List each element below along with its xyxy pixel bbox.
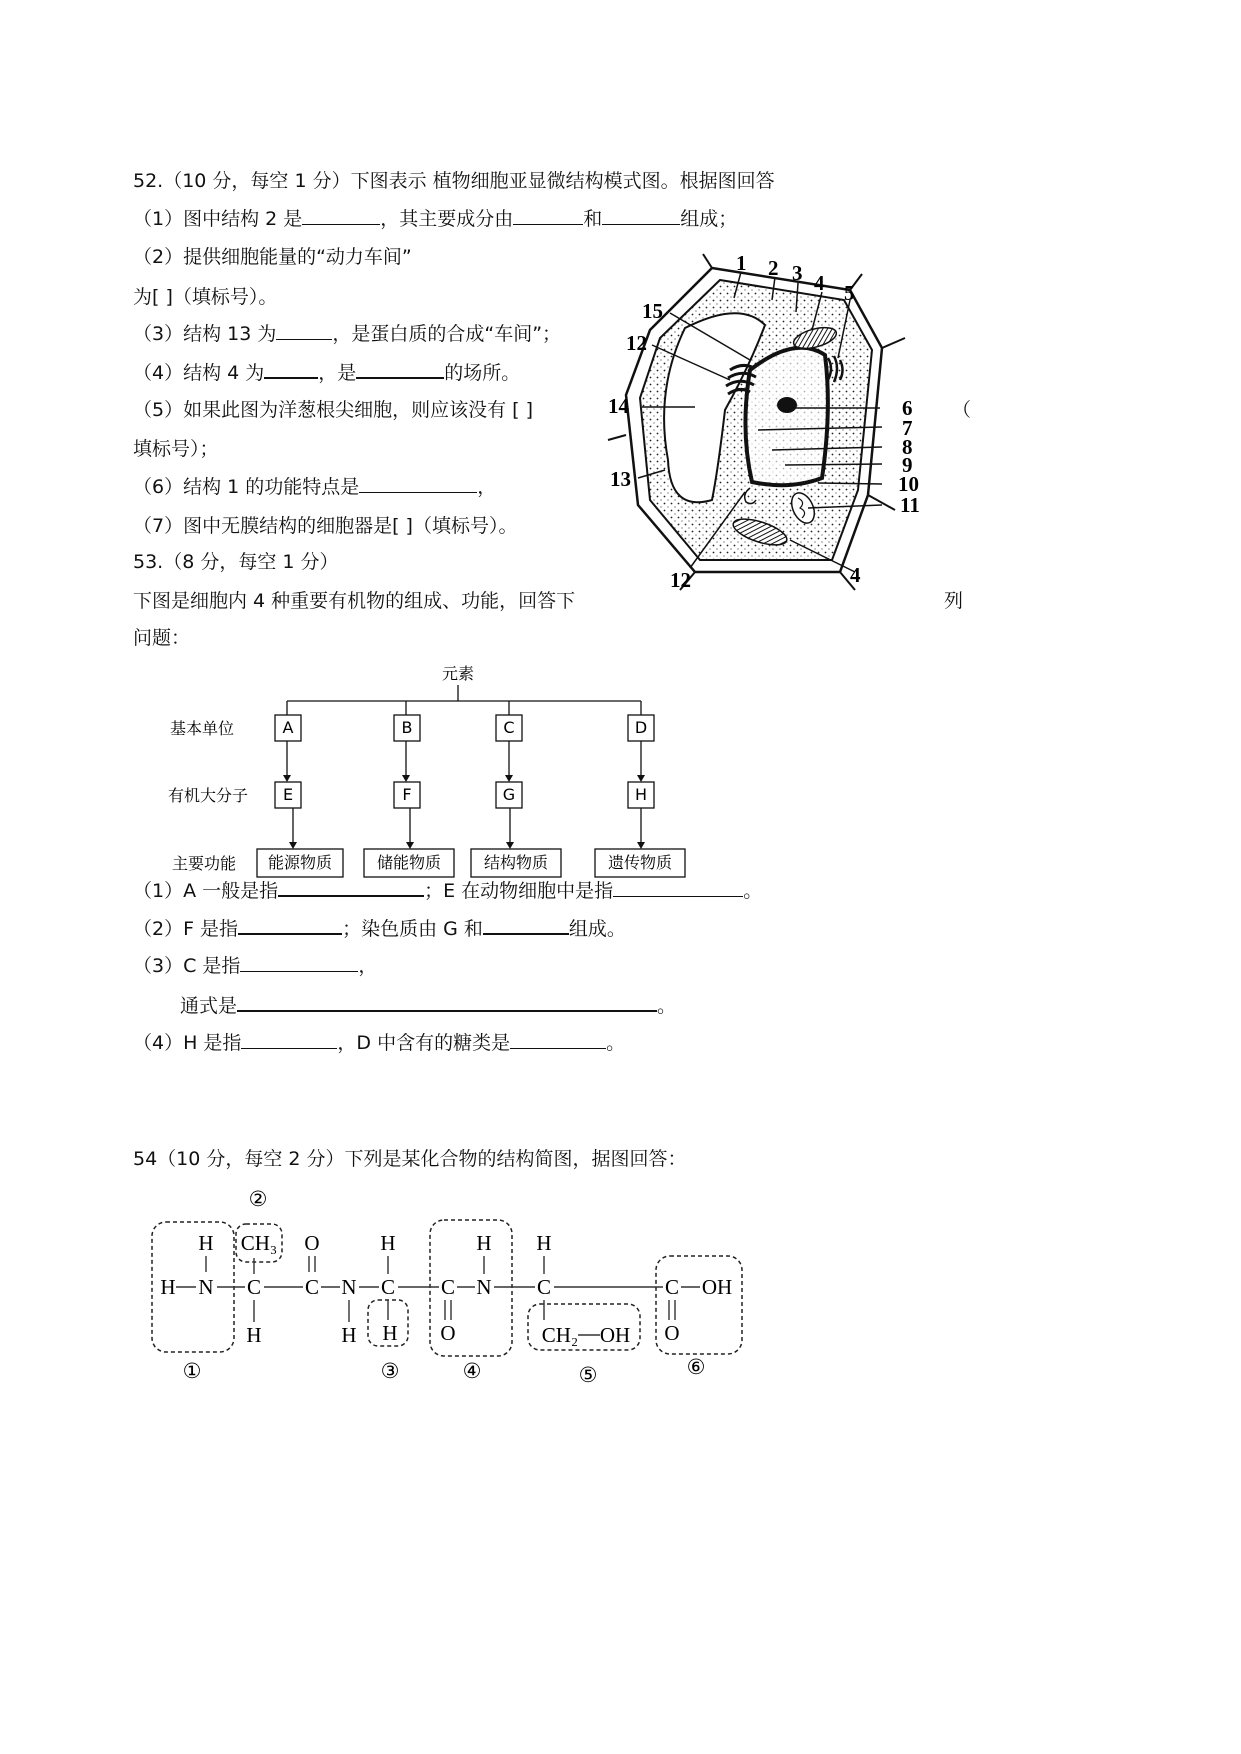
cell-label: 15 (642, 299, 663, 323)
cell-label: 12 (670, 568, 691, 592)
circled-number: ① (182, 1359, 202, 1383)
answer-blank[interactable] (613, 878, 743, 897)
unit-box-label: B (401, 718, 413, 737)
atom-label: OH (701, 1275, 733, 1299)
q53-item-2: （2）F 是指 ；染色质由 G 和 组成。 (133, 915, 626, 942)
answer-blank[interactable] (513, 206, 583, 225)
unit-box-label: D (634, 718, 648, 737)
q52-item-2: （2）提供细胞能量的“动力车间” (133, 246, 412, 268)
answer-blank[interactable] (238, 915, 342, 935)
answer-blank[interactable] (302, 206, 380, 225)
unit-box-label: A (282, 718, 294, 737)
atom-label: N (198, 1275, 214, 1299)
atom-label: OH (599, 1323, 631, 1347)
circled-number: ③ (380, 1359, 400, 1383)
unit-box-label: C (503, 718, 515, 737)
q52-item-5-paren: （ (952, 399, 972, 421)
row-label: 基本单位 (170, 719, 235, 738)
atom-label: C (664, 1275, 680, 1299)
function-box-label: 遗传物质 (607, 853, 673, 872)
cell-label: 6 (902, 396, 913, 420)
row-label: 主要功能 (172, 854, 237, 873)
row-label: 有机大分子 (168, 786, 249, 805)
q53-item-4: （4）H 是指 ，D 中含有的糖类是 。 (133, 1032, 626, 1054)
q53-intro-end: 列 (944, 590, 964, 612)
methyl-group: CH₃ (240, 1231, 278, 1255)
q52-item-5-cont: 填标号）； (133, 438, 219, 460)
atom-label: C (380, 1275, 396, 1299)
atom-label: H (380, 1231, 396, 1255)
atom-label: C (246, 1275, 262, 1299)
q52-item-6: （6）结构 1 的功能特点是 ， (133, 476, 497, 498)
cell-label: 12 (626, 331, 647, 355)
q52-item-7: （7）图中无膜结构的细胞器是[ ]（填标号）。 (133, 515, 518, 537)
atom-label: H (382, 1321, 398, 1345)
circled-number: ④ (462, 1359, 482, 1383)
circled-number: ⑤ (578, 1363, 598, 1387)
circled-number: ⑥ (686, 1355, 706, 1379)
root-label: 元素 (441, 664, 475, 683)
cell-label: 14 (608, 394, 629, 418)
atom-label: H (198, 1231, 214, 1255)
cell-label: 10 (898, 472, 919, 496)
hydroxymethyl-group: CH₂ (541, 1323, 579, 1347)
q54-title: 54（10 分，每空 2 分）下列是某化合物的结构简图，据图回答： (133, 1148, 687, 1170)
answer-blank[interactable] (510, 1030, 606, 1049)
circled-number: ② (248, 1187, 268, 1211)
q53-item-1: （1）A 一般是指 ；E 在动物细胞中是指 。 (133, 877, 762, 904)
cell-label: 3 (792, 261, 803, 285)
cell-label: 13 (610, 467, 631, 491)
peptide-structure-diagram (140, 1180, 760, 1390)
atom-label: H (341, 1323, 357, 1347)
macro-box-label: E (282, 785, 294, 804)
answer-blank[interactable] (483, 915, 569, 935)
atom-label: H (536, 1231, 552, 1255)
atom-label: H (476, 1231, 492, 1255)
answer-blank[interactable] (356, 359, 444, 379)
macro-box-label: G (502, 785, 516, 804)
atom-label: C (304, 1275, 320, 1299)
cell-label: 2 (768, 256, 779, 280)
macro-box-label: H (634, 785, 648, 804)
atom-label: O (440, 1321, 456, 1345)
q52-item-5: （5）如果此图为洋葱根尖细胞，则应该没有 [ ] (133, 399, 533, 421)
answer-blank[interactable] (602, 206, 680, 225)
answer-blank[interactable] (240, 953, 358, 972)
q52-item-4: （4）结构 4 为 ，是 的场所。 (133, 359, 520, 386)
cell-label: 7 (902, 416, 913, 440)
atom-label: H (246, 1323, 262, 1347)
q53-item-3: （3）C 是指 ， (133, 955, 378, 977)
macro-box-label: F (402, 785, 412, 804)
function-box-label: 结构物质 (483, 853, 549, 872)
cell-label: 11 (900, 493, 920, 517)
cell-label: 8 (902, 435, 913, 459)
organic-matter-flow-diagram (160, 655, 720, 885)
cell-label: 4 (814, 271, 825, 295)
answer-blank[interactable] (264, 359, 318, 379)
answer-blank[interactable] (276, 321, 332, 340)
cell-label: 5 (844, 281, 855, 305)
cell-label: 9 (902, 453, 913, 477)
atom-label: N (341, 1275, 357, 1299)
plant-cell-diagram (600, 250, 940, 600)
q52-item-1: （1）图中结构 2 是 ，其主要成分由 和 组成； (133, 208, 738, 230)
atom-label: N (476, 1275, 492, 1299)
atom-label: C (536, 1275, 552, 1299)
atom-label: C (440, 1275, 456, 1299)
atom-label: O (664, 1321, 680, 1345)
atom-label: H (160, 1275, 176, 1299)
answer-blank[interactable] (241, 1030, 337, 1049)
answer-blank[interactable] (237, 992, 657, 1012)
q53-intro: 下图是细胞内 4 种重要有机物的组成、功能，回答下 (133, 590, 576, 612)
function-box-label: 能源物质 (267, 853, 333, 872)
q53-title: 53.（8 分，每空 1 分） (133, 551, 339, 573)
q52-title: 52.（10 分，每空 1 分）下图表示 植物细胞亚显微结构模式图。根据图回答 (133, 170, 775, 192)
cell-label: 1 (736, 251, 747, 275)
answer-blank[interactable] (359, 474, 477, 493)
atom-label: O (304, 1231, 320, 1255)
q52-item-2-cont: 为[ ]（填标号）。 (133, 286, 278, 308)
function-box-label: 储能物质 (376, 853, 442, 872)
answer-blank[interactable] (278, 877, 424, 897)
q53-intro-cont: 问题： (133, 627, 191, 649)
cell-label: 4 (850, 563, 861, 587)
q53-item-3-formula: 通式是 。 (180, 992, 676, 1019)
q52-item-3: （3）结构 13 为 ，是蛋白质的合成“车间”； (133, 323, 562, 345)
